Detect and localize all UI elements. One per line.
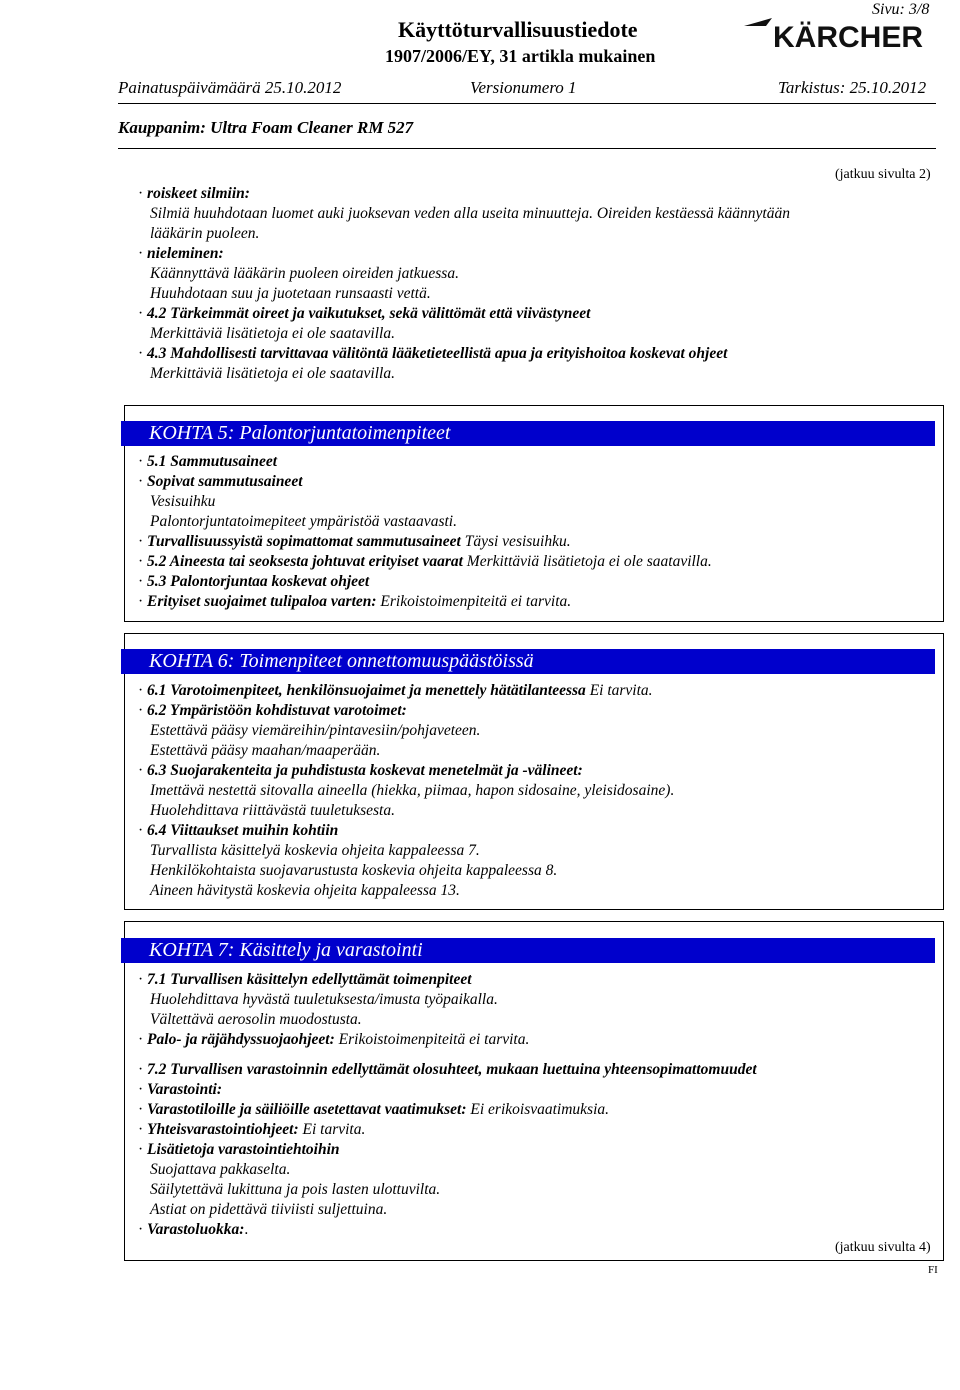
s7-line-5: · 7.2 Turvallisen varastoinnin edellyttämät olosuhteet, mukaan luettuina yhteensopimattomuudet <box>138 1061 757 1078</box>
product-name: Kauppanim: Ultra Foam Cleaner RM 527 <box>118 118 414 137</box>
s6-line-11: Aineen hävitystä koskevia ohjeita kappaleessa 13. <box>150 882 460 899</box>
swallowing-text-1: Käännyttävä lääkärin puoleen oireiden jatkuessa. <box>150 265 459 282</box>
section-5-title: KOHTA 5: Palontorjuntatoimenpiteet <box>121 421 935 446</box>
s5-line-8: · Erityiset suojaimet tulipaloa varten: Erikoistoimenpiteitä ei tarvita. <box>138 593 572 610</box>
section-4-2-text: Merkittäviä lisätietoja ei ole saatavilla. <box>150 325 395 342</box>
print-date: Painatuspäivämäärä 25.10.2012 <box>118 78 342 97</box>
s7-line-2: Huolehdittava hyvästä tuuletuksesta/imusta työpaikalla. <box>150 991 498 1008</box>
eye-contact-text-1: Silmiä huuhdotaan luomet auki juoksevan veden alla useita minuutteja. Oireiden kestäessä käännytään <box>150 205 790 222</box>
s6-line-9: Turvallista käsittelyä koskevia ohjeita kappaleessa 7. <box>150 842 480 859</box>
product-divider <box>118 148 936 149</box>
revision-date: Tarkistus: 25.10.2012 <box>778 78 927 97</box>
section-4-3-text: Merkittäviä lisätietoja ei ole saatavilla. <box>150 365 395 382</box>
svg-text:KÄRCHER: KÄRCHER <box>773 21 923 52</box>
s7-line-7: · Varastotiloille ja säiliöille asetettavat vaatimukset: Ei erikoisvaatimuksia. <box>138 1101 610 1118</box>
section-7-title: KOHTA 7: Käsittely ja varastointi <box>121 938 935 963</box>
continued-to: (jatkuu sivulta 4) <box>835 1240 931 1255</box>
s5-line-5: · Turvallisuussyistä sopimattomat sammutusaineet Täysi vesisuihku. <box>138 533 571 550</box>
s6-line-3: Estettävä pääsy viemäreihin/pintavesiin/pohjaveteen. <box>150 722 481 739</box>
s7-line-12: Astiat on pidettävä tiiviisti suljettuina. <box>150 1201 388 1218</box>
s7-line-11: Säilytettävä lukittuna ja pois lasten ulottuvilta. <box>150 1181 441 1198</box>
s6-line-7: Huolehdittava riittävästä tuuletuksesta. <box>150 802 395 819</box>
s7-line-10: Suojattava pakkaselta. <box>150 1161 291 1178</box>
swallowing-row: · nieleminen: <box>138 245 224 262</box>
s5-line-6: · 5.2 Aineesta tai seoksesta johtuvat erityiset vaarat Merkittäviä lisätietoja ei ole saatavilla. <box>138 553 712 570</box>
s7-line-4: · Palo- ja räjähdyssuojaohjeet: Erikoistoimenpiteitä ei tarvita. <box>138 1031 530 1048</box>
eye-contact-text-2: lääkärin puoleen. <box>150 225 260 242</box>
section-4-2-heading: · 4.2 Tärkeimmät oireet ja vaikutukset, sekä välittömät että viivästyneet <box>138 305 591 322</box>
page-number: Sivu: 3/8 <box>872 1 930 18</box>
s6-line-1: · 6.1 Varotoimenpiteet, henkilönsuojaimet ja menettely hätätilanteessa Ei tarvita. <box>138 682 653 699</box>
eye-contact-row: · roiskeet silmiin: <box>138 185 250 202</box>
s7-line-13: · Varastoluokka:. <box>138 1221 249 1238</box>
s5-line-2: · Sopivat sammutusaineet <box>138 473 303 490</box>
document-subtitle: 1907/2006/EY, 31 artikla mukainen <box>385 46 656 66</box>
s6-line-6: Imettävä nestettä sitovalla aineella (hiekka, piimaa, hapon sidosaine, yleisidosaine). <box>150 782 675 799</box>
s5-line-7: · 5.3 Palontorjuntaa koskevat ohjeet <box>138 573 370 590</box>
s7-line-9: · Lisätietoja varastointiehtoihin <box>138 1141 340 1158</box>
continued-from: (jatkuu sivulta 2) <box>835 167 931 182</box>
s5-line-4: Palontorjuntatoimepiteet ympäristöä vastaavasti. <box>150 513 457 530</box>
s6-line-5: · 6.3 Suojarakenteita ja puhdistusta koskevat menetelmät ja -välineet: <box>138 762 583 779</box>
s6-line-8: · 6.4 Viittaukset muihin kohtiin <box>138 822 339 839</box>
footer-language-code: FI <box>928 1264 938 1276</box>
karcher-logo <box>744 18 952 52</box>
s7-line-1: · 7.1 Turvallisen käsittelyn edellyttämät toimenpiteet <box>138 971 472 988</box>
s7-line-3: Vältettävä aerosolin muodostusta. <box>150 1011 362 1028</box>
s5-line-3: Vesisuihku <box>150 493 216 510</box>
s6-line-10: Henkilökohtaista suojavarustusta koskevia ohjeita kappaleessa 8. <box>150 862 558 879</box>
version-number: Versionumero 1 <box>470 78 577 97</box>
header-divider <box>118 103 936 104</box>
s6-line-2: · 6.2 Ympäristöön kohdistuvat varotoimet: <box>138 702 407 719</box>
s7-line-8: · Yhteisvarastointiohjeet: Ei tarvita. <box>138 1121 366 1138</box>
s5-line-1: · 5.1 Sammutusaineet <box>138 453 278 470</box>
s6-line-4: Estettävä pääsy maahan/maaperään. <box>150 742 381 759</box>
section-4-3-heading: · 4.3 Mahdollisesti tarvittavaa välitöntä lääketieteellistä apua ja erityishoitoa koskevat ohjeet <box>138 345 728 362</box>
swallowing-text-2: Huuhdotaan suu ja juotetaan runsaasti vettä. <box>150 285 431 302</box>
s7-line-6: · Varastointi: <box>138 1081 222 1098</box>
section-6-title: KOHTA 6: Toimenpiteet onnettomuuspäästöissä <box>121 649 935 674</box>
document-title: Käyttöturvallisuustiedote <box>398 17 638 42</box>
